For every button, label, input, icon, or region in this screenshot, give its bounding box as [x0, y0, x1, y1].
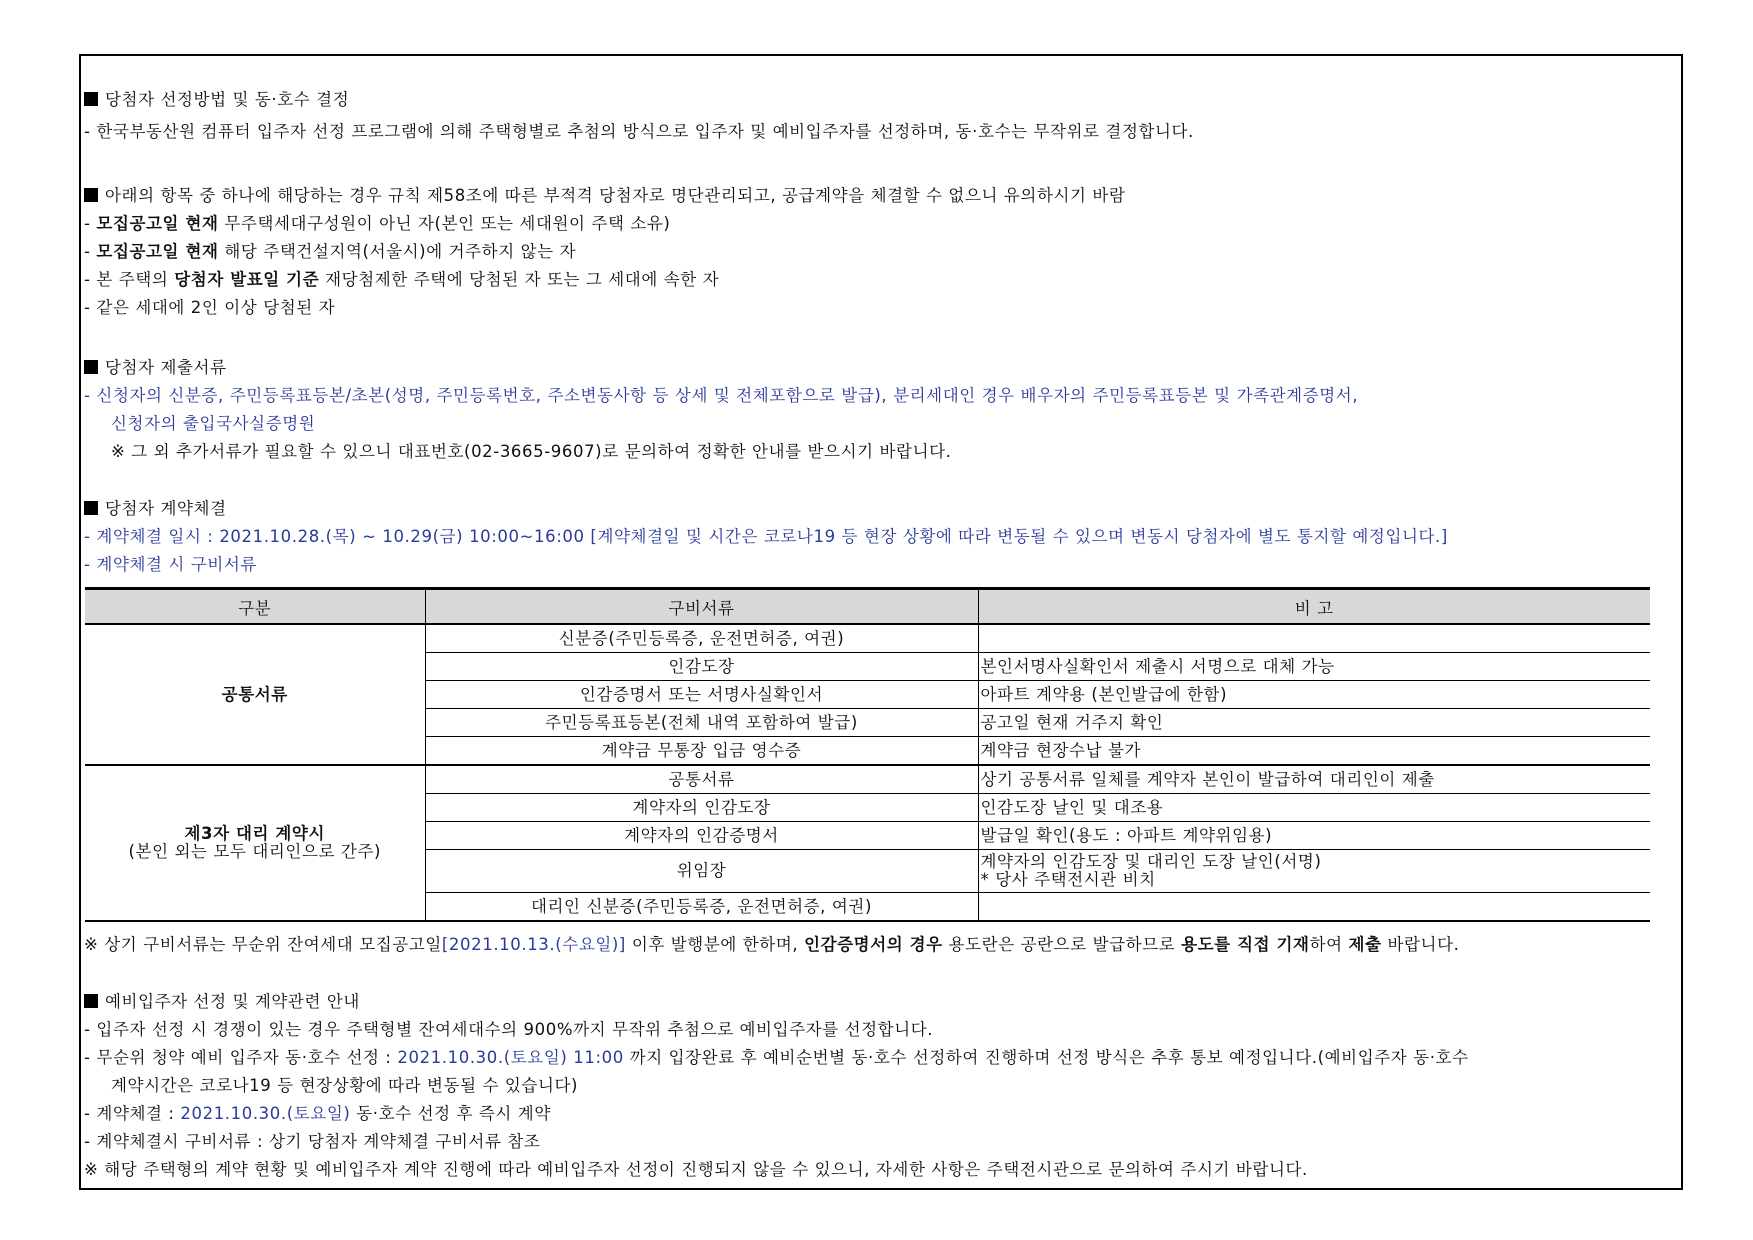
note-cell: 인감도장 날인 및 대조용 [978, 794, 1650, 822]
reserve-line-3: 계약시간은 코로나19 등 현장상황에 따라 변동될 수 있습니다) [111, 1076, 579, 1095]
note-cell: 발급일 확인(용도 : 아파트 계약위임용) [978, 822, 1650, 850]
doc-cell: 주민등록표등본(전체 내역 포함하여 발급) [425, 709, 978, 737]
ineligible-item-4: - 같은 세대에 2인 이상 당첨된 자 [84, 298, 336, 317]
required-documents-table [85, 587, 1650, 922]
square-bullet-icon [84, 994, 98, 1008]
section-heading-contract: 당첨자 계약체결 [84, 497, 227, 521]
section-heading-selection: 당첨자 선정방법 및 동·호수 결정 [84, 88, 349, 112]
contract-date-line: - 계약체결 일시 : 2021.10.28.(목) ~ 10.29(금) 10:00~16:00 [계약체결일 및 시간은 코로나19 등 현장 상황에 따라 변동될 수 있으며 변동시 당첨자에 별도 통지할 예정입니다.] [84, 527, 1448, 546]
note-cell [978, 893, 1650, 922]
doc-cell: 계약금 무통장 입금 영수증 [425, 737, 978, 766]
reserve-line-1: - 입주자 선정 시 경쟁이 있는 경우 주택형별 잔여세대수의 900%까지 무작위 추첨으로 예비입주자를 선정합니다. [84, 1020, 934, 1039]
doc-cell: 신분증(주민등록증, 운전면허증, 여권) [425, 624, 978, 653]
note-cell: 아파트 계약용 (본인발급에 한함) [978, 681, 1650, 709]
section-heading-reserve: 예비입주자 선정 및 계약관련 안내 [84, 990, 360, 1014]
doc-cell: 계약자의 인감증명서 [425, 822, 978, 850]
section-heading-documents: 당첨자 제출서류 [84, 356, 227, 380]
ineligible-item-2: - 모집공고일 현재 해당 주택건설지역(서울시)에 거주하지 않는 자 [84, 242, 577, 261]
header-category: 구분 [85, 589, 425, 625]
header-remarks: 비 고 [978, 589, 1650, 625]
reserve-line-6: ※ 해당 주택형의 계약 현황 및 예비입주자 계약 진행에 따라 예비입주자 선정이 진행되지 않을 수 있으니, 자세한 사항은 주택전시관으로 문의하여 주시기 바랍니다. [84, 1160, 1308, 1179]
note-cell: 본인서명사실확인서 제출시 서명으로 대체 가능 [978, 653, 1650, 681]
doc-cell: 인감증명서 또는 서명사실확인서 [425, 681, 978, 709]
square-bullet-icon [84, 92, 98, 106]
selection-line: - 한국부동산원 컴퓨터 입주자 선정 프로그램에 의해 주택형별로 추첨의 방식으로 입주자 및 예비입주자를 선정하며, 동·호수는 무작위로 결정합니다. [84, 122, 1194, 141]
ineligible-item-1: - 모집공고일 현재 무주택세대구성원이 아닌 자(본인 또는 세대원이 주택 소유) [84, 214, 671, 233]
table-row [85, 624, 1650, 653]
reserve-line-5: - 계약체결시 구비서류 : 상기 당첨자 계약체결 구비서류 참조 [84, 1132, 541, 1151]
documents-line-2: 신청자의 출입국사실증명원 [111, 414, 316, 433]
note-cell: 공고일 현재 거주지 확인 [978, 709, 1650, 737]
doc-cell: 대리인 신분증(주민등록증, 운전면허증, 여권) [425, 893, 978, 922]
note-cell: 상기 공통서류 일체를 계약자 본인이 발급하여 대리인이 제출 [978, 765, 1650, 794]
doc-cell: 계약자의 인감도장 [425, 794, 978, 822]
table-header-row [85, 589, 1650, 625]
note-cell [978, 624, 1650, 653]
square-bullet-icon [84, 188, 98, 202]
header-documents: 구비서류 [425, 589, 978, 625]
ineligible-item-3: - 본 주택의 당첨자 발표일 기준 재당첨제한 주택에 당첨된 자 또는 그 세대에 속한 자 [84, 270, 720, 289]
doc-cell: 위임장 [425, 850, 978, 893]
reserve-line-2: - 무순위 청약 예비 입주자 동·호수 선정 : 2021.10.30.(토요일) 11:00 까지 입장완료 후 예비순번별 동·호수 선정하여 진행하며 선정 방식은 추후 통보 예정입니다.(예비입주자 동·호수 [84, 1048, 1469, 1067]
reserve-line-4: - 계약체결 : 2021.10.30.(토요일) 동·호수 선정 후 즉시 계약 [84, 1104, 551, 1123]
documents-note: ※ 그 외 추가서류가 필요할 수 있으니 대표번호(02-3665-9607)로 문의하여 정확한 안내를 받으시기 바랍니다. [111, 442, 952, 461]
group-common-label: 공통서류 [85, 624, 425, 765]
doc-cell: 인감도장 [425, 653, 978, 681]
note-cell: 계약자의 인감도장 및 대리인 도장 날인(서명) * 당사 주택전시관 비치 [978, 850, 1650, 893]
doc-cell: 공통서류 [425, 765, 978, 794]
note-cell: 계약금 현장수납 불가 [978, 737, 1650, 766]
group-proxy-label: 제3자 대리 계약시 (본인 외는 모두 대리인으로 간주) [85, 765, 425, 921]
documents-line-1: - 신청자의 신분증, 주민등록표등본/초본(성명, 주민등록번호, 주소변동사항 등 상세 및 전체포함으로 발급), 분리세대인 경우 배우자의 주민등록표등본 및 가족관계증명서, [84, 386, 1359, 405]
contract-docs-line: - 계약체결 시 구비서류 [84, 555, 257, 574]
table-footnote: ※ 상기 구비서류는 무순위 잔여세대 모집공고일[2021.10.13.(수요일)] 이후 발행분에 한하며, 인감증명서의 경우 용도란은 공란으로 발급하므로 용도를 직접 기재하여 제출 바랍니다. [84, 935, 1460, 954]
square-bullet-icon [84, 360, 98, 374]
square-bullet-icon [84, 501, 98, 515]
section-heading-ineligible: 아래의 항목 중 하나에 해당하는 경우 규칙 제58조에 따른 부적격 당첨자로 명단관리되고, 공급계약을 체결할 수 없으니 유의하시기 바람 [84, 184, 1126, 208]
table-row [85, 765, 1650, 794]
